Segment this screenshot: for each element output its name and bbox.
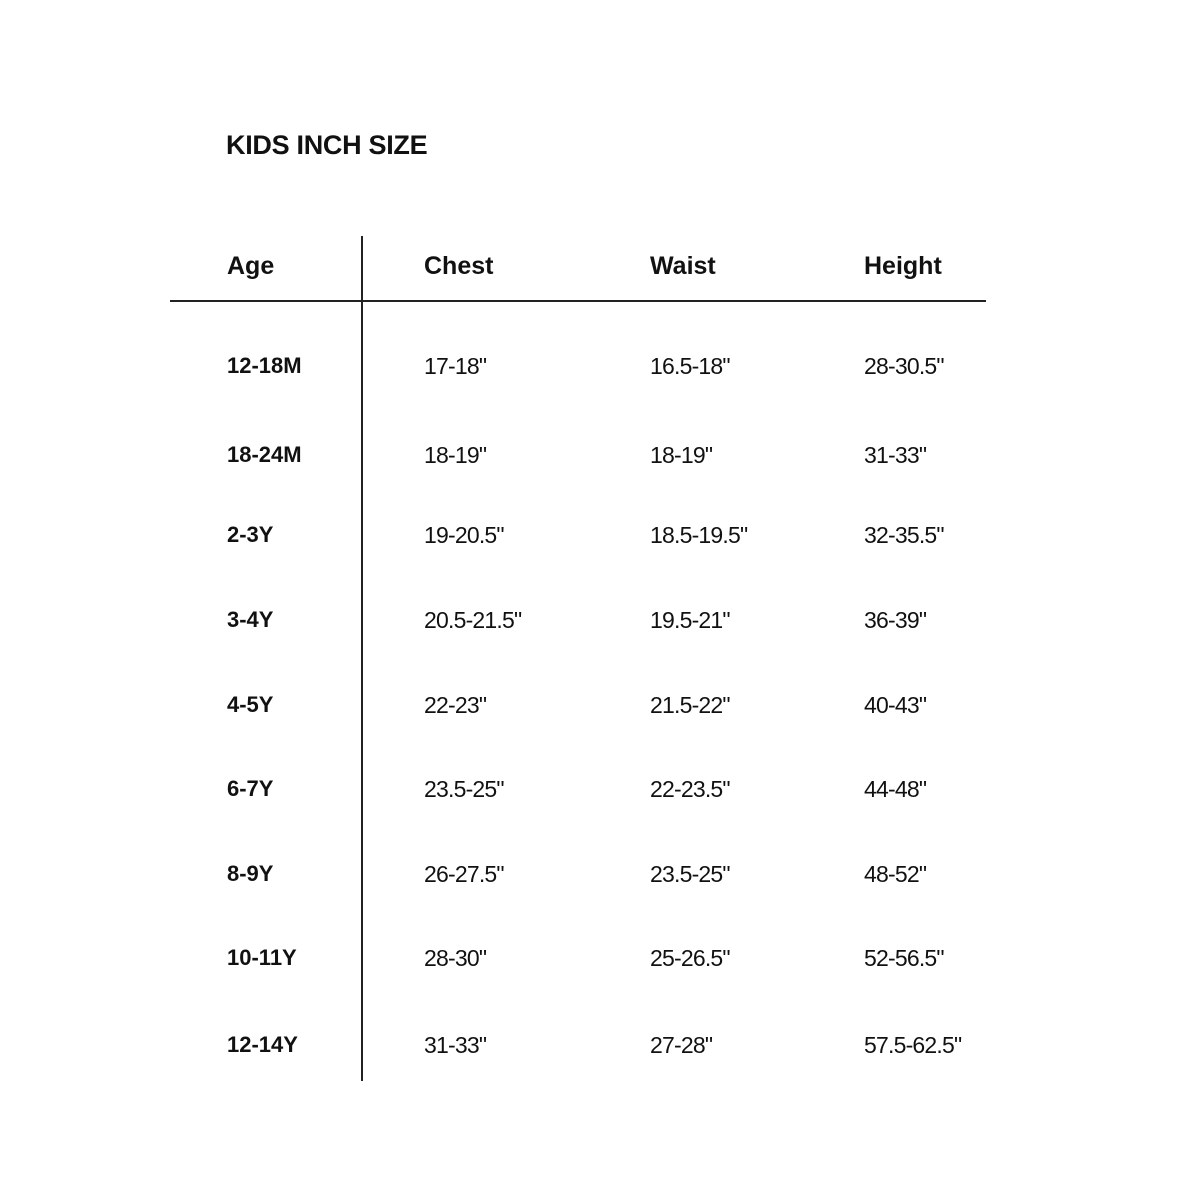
waist-cell: 16.5-18" bbox=[650, 353, 730, 379]
height-cell: 32-35.5" bbox=[864, 522, 944, 548]
height-cell: 52-56.5" bbox=[864, 945, 944, 971]
height-cell: 31-33" bbox=[864, 442, 927, 468]
waist-cell: 18-19" bbox=[650, 442, 713, 468]
age-cell: 3-4Y bbox=[227, 607, 274, 632]
waist-cell: 25-26.5" bbox=[650, 945, 730, 971]
column-divider bbox=[361, 236, 363, 1081]
height-cell: 36-39" bbox=[864, 607, 927, 633]
age-cell: 12-14Y bbox=[227, 1032, 298, 1057]
chest-cell: 28-30" bbox=[424, 945, 487, 971]
waist-cell: 23.5-25" bbox=[650, 861, 730, 887]
height-cell: 40-43" bbox=[864, 692, 927, 718]
chest-cell: 31-33" bbox=[424, 1032, 487, 1058]
age-cell: 2-3Y bbox=[227, 522, 274, 547]
age-cell: 10-11Y bbox=[227, 945, 297, 970]
waist-cell: 18.5-19.5" bbox=[650, 522, 748, 548]
waist-cell: 21.5-22" bbox=[650, 692, 730, 718]
column-header-age: Age bbox=[227, 252, 275, 280]
chest-cell: 19-20.5" bbox=[424, 522, 504, 548]
chest-cell: 23.5-25" bbox=[424, 776, 504, 802]
waist-cell: 19.5-21" bbox=[650, 607, 730, 633]
column-header-waist: Waist bbox=[650, 252, 716, 280]
age-cell: 12-18M bbox=[227, 353, 302, 378]
chest-cell: 26-27.5" bbox=[424, 861, 504, 887]
height-cell: 48-52" bbox=[864, 861, 927, 887]
age-cell: 6-7Y bbox=[227, 776, 274, 801]
waist-cell: 27-28" bbox=[650, 1032, 713, 1058]
chest-cell: 22-23" bbox=[424, 692, 487, 718]
column-header-height: Height bbox=[864, 252, 942, 280]
chest-cell: 20.5-21.5" bbox=[424, 607, 522, 633]
waist-cell: 22-23.5" bbox=[650, 776, 730, 802]
page-title: KIDS INCH SIZE bbox=[226, 130, 428, 160]
age-cell: 4-5Y bbox=[227, 692, 274, 717]
header-divider bbox=[170, 300, 986, 302]
age-cell: 8-9Y bbox=[227, 861, 274, 886]
chest-cell: 18-19" bbox=[424, 442, 487, 468]
chest-cell: 17-18" bbox=[424, 353, 487, 379]
height-cell: 57.5-62.5" bbox=[864, 1032, 962, 1058]
height-cell: 44-48" bbox=[864, 776, 927, 802]
column-header-chest: Chest bbox=[424, 252, 494, 280]
age-cell: 18-24M bbox=[227, 442, 302, 467]
height-cell: 28-30.5" bbox=[864, 353, 944, 379]
